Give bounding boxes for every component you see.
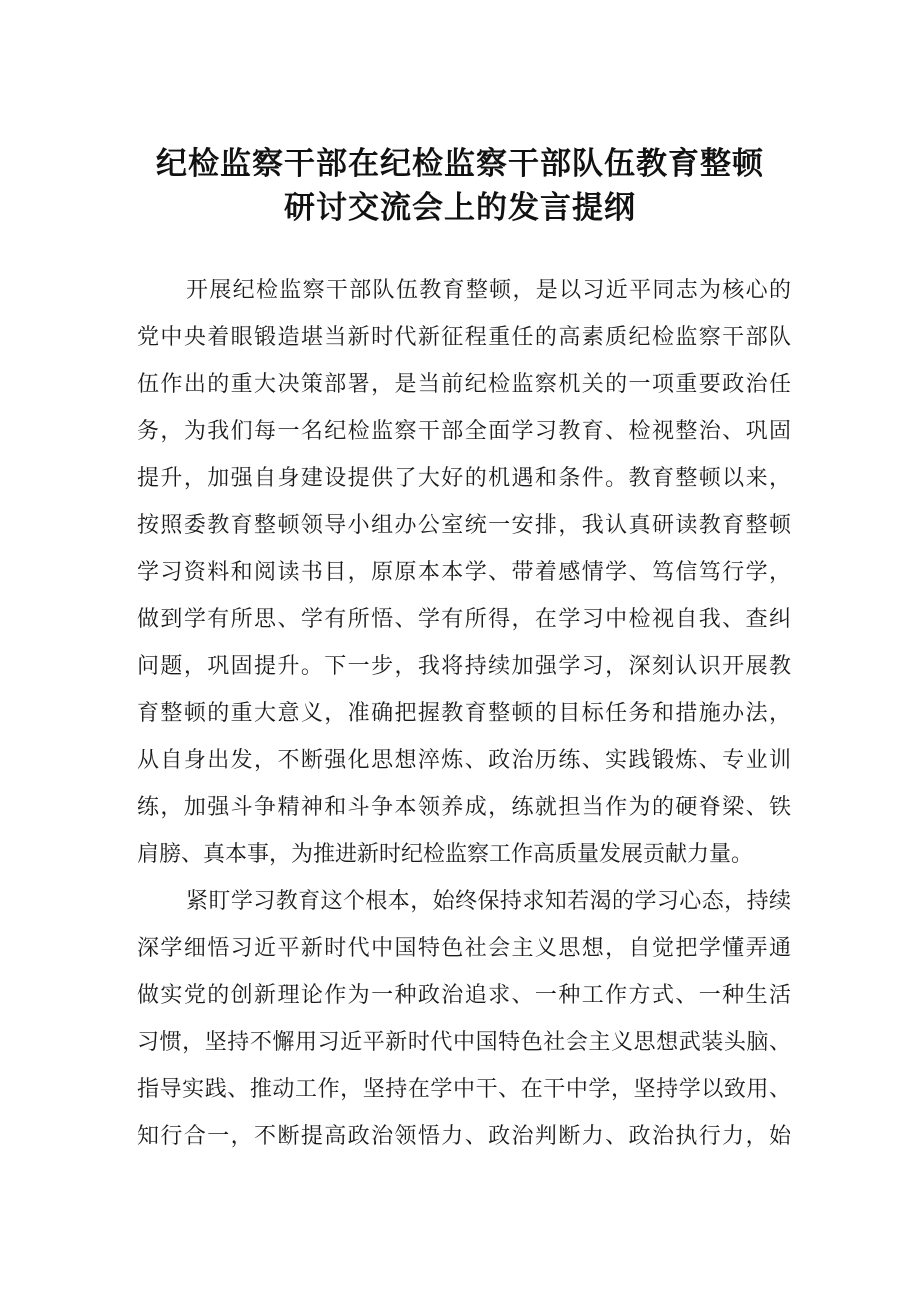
text-line: 从自身出发，不断强化思想淬炼、政治历练、实践锻炼、专业训 xyxy=(137,748,791,773)
text-line: 练，加强斗争精神和斗争本领养成，练就担当作为的硬脊梁、铁 xyxy=(137,795,791,820)
text-line: 提升，加强自身建设提供了大好的机遇和条件。教育整顿以来， xyxy=(137,466,791,491)
text-line: 务，为我们每一名纪检监察干部全面学习教育、检视整治、巩固 xyxy=(137,419,791,444)
text-line: 按照委教育整顿领导小组办公室统一安排，我认真研读教育整顿 xyxy=(137,513,791,538)
text-line: 开展纪检监察干部队伍教育整顿，是以习近平同志为核心的 xyxy=(186,278,791,303)
text-line: 习惯，坚持不懈用习近平新时代中国特色社会主义思想武装头脑、 xyxy=(137,1030,791,1055)
document-title-line-2: 研讨交流会上的发言提纲 xyxy=(284,190,636,226)
text-line: 党中央着眼锻造堪当新时代新征程重任的高素质纪检监察干部队 xyxy=(137,325,791,350)
text-line: 紧盯学习教育这个根本，始终保持求知若渴的学习心态，持续 xyxy=(186,889,791,914)
text-line: 问题，巩固提升。下一步，我将持续加强学习，深刻认识开展教 xyxy=(137,654,791,679)
text-line: 育整顿的重大意义，准确把握教育整顿的目标任务和措施办法， xyxy=(137,701,791,726)
document-title-line-1: 纪检监察干部在纪检监察干部队伍教育整顿 xyxy=(156,146,764,182)
text-line: 指导实践、推动工作，坚持在学中干、在干中学，坚持学以致用、 xyxy=(137,1077,791,1102)
text-line: 做到学有所思、学有所悟、学有所得，在学习中检视自我、查纠 xyxy=(137,607,791,632)
text-line: 肩膀、真本事，为推进新时纪检监察工作高质量发展贡献力量。 xyxy=(137,842,754,867)
text-line: 知行合一，不断提高政治领悟力、政治判断力、政治执行力，始 xyxy=(137,1124,791,1149)
text-line: 学习资料和阅读书目，原原本本学、带着感情学、笃信笃行学， xyxy=(137,560,791,585)
text-line: 做实党的创新理论作为一种政治追求、一种工作方式、一种生活 xyxy=(137,983,791,1008)
text-line: 伍作出的重大决策部署，是当前纪检监察机关的一项重要政治任 xyxy=(137,372,791,397)
text-line: 深学细悟习近平新时代中国特色社会主义思想，自觉把学懂弄通 xyxy=(137,936,791,961)
